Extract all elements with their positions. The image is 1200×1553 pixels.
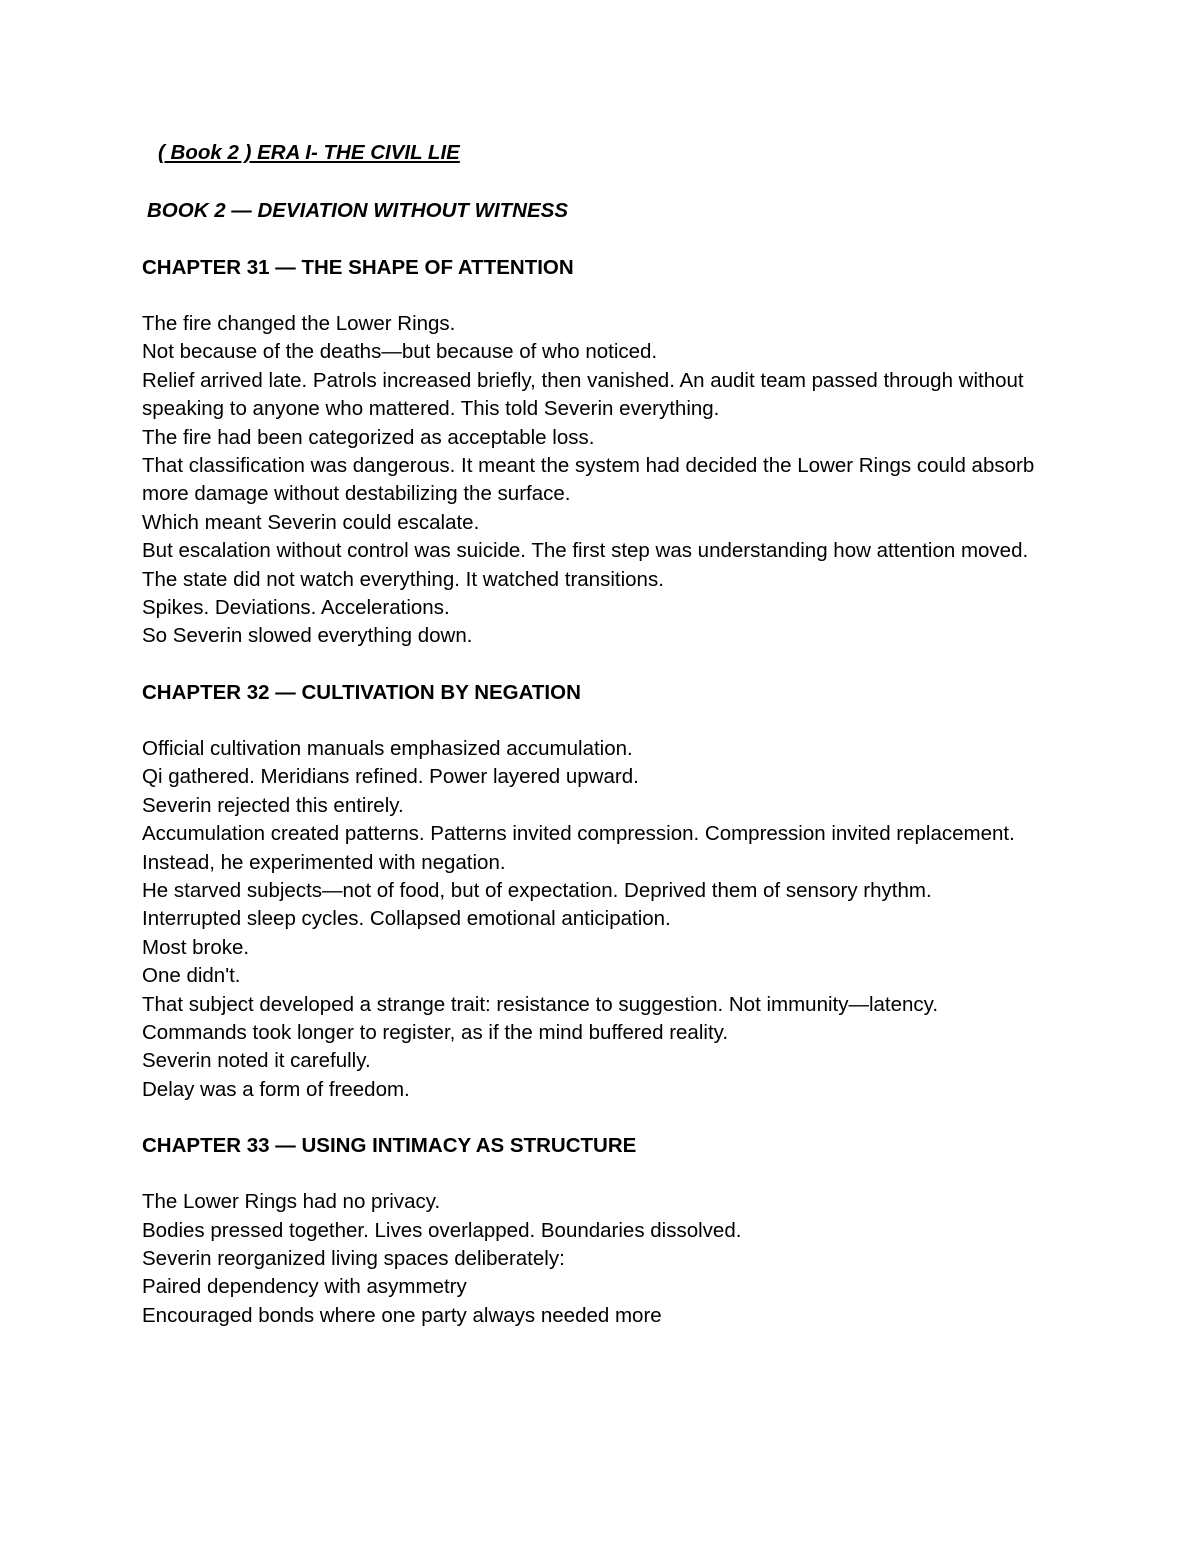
paragraph: Severin reorganized living spaces deliberately: bbox=[142, 1246, 565, 1270]
chapter-heading: CHAPTER 31 — THE SHAPE OF ATTENTION bbox=[142, 256, 574, 279]
paragraph: Paired dependency with asymmetry bbox=[142, 1275, 467, 1299]
paragraph: So Severin slowed everything down. bbox=[142, 624, 473, 648]
paragraph: Severin rejected this entirely. bbox=[142, 793, 404, 817]
paragraph: Encouraged bonds where one party always needed more bbox=[142, 1303, 662, 1327]
paragraph: Most broke. bbox=[142, 935, 250, 959]
chapter-heading: CHAPTER 33 — USING INTIMACY AS STRUCTURE bbox=[142, 1134, 637, 1158]
chapter-body bbox=[142, 735, 1042, 1104]
paragraph: That classification was dangerous. It meant the system had decided the Lower Rings could absorb more damage without destabilizing the surface. bbox=[142, 454, 1035, 506]
paragraph: But escalation without control was suicide. The first step was understanding how attention moved. bbox=[142, 539, 1029, 563]
chapter-heading: CHAPTER 32 — CULTIVATION BY NEGATION bbox=[142, 680, 581, 704]
book-title: BOOK 2 — DEVIATION WITHOUT WITNESS bbox=[147, 199, 569, 222]
paragraph: The fire had been categorized as acceptable loss. bbox=[142, 425, 595, 449]
paragraph: The state did not watch everything. It watched transitions. bbox=[142, 567, 664, 591]
chapter-body bbox=[142, 1188, 1042, 1330]
paragraph: The fire changed the Lower Rings. bbox=[142, 312, 456, 335]
paragraph: Qi gathered. Meridians refined. Power layered upward. bbox=[142, 765, 639, 789]
paragraph: Accumulation created patterns. Patterns invited compression. Compression invited replacement. bbox=[142, 822, 1015, 846]
paragraph: He starved subjects—not of food, but of expectation. Deprived them of sensory rhythm. bbox=[142, 878, 932, 902]
paragraph: Which meant Severin could escalate. bbox=[142, 510, 480, 534]
paragraph: Commands took longer to register, as if the mind buffered reality. bbox=[142, 1020, 729, 1044]
paragraph: One didn't. bbox=[142, 964, 241, 988]
paragraph: Not because of the deaths—but because of who noticed. bbox=[142, 340, 658, 364]
document-content bbox=[142, 138, 1042, 1330]
paragraph: Official cultivation manuals emphasized accumulation. bbox=[142, 736, 633, 760]
paragraph: Spikes. Deviations. Accelerations. bbox=[142, 596, 450, 620]
paragraph: Relief arrived late. Patrols increased briefly, then vanished. An audit team passed through without speaking to anyone who mattered. This told Severin everything. bbox=[142, 368, 1024, 421]
paragraph: Bodies pressed together. Lives overlapped. Boundaries dissolved. bbox=[142, 1218, 742, 1242]
chapter-body bbox=[142, 310, 1042, 651]
paragraph: Interrupted sleep cycles. Collapsed emotional anticipation. bbox=[142, 907, 671, 931]
document-title: ( Book 2 ) ERA I- THE CIVIL LIE bbox=[158, 141, 460, 164]
paragraph: The Lower Rings had no privacy. bbox=[142, 1190, 441, 1214]
paragraph: That subject developed a strange trait: resistance to suggestion. Not immunity—latency. bbox=[142, 992, 939, 1016]
paragraph: Instead, he experimented with negation. bbox=[142, 850, 506, 874]
paragraph: Delay was a form of freedom. bbox=[142, 1077, 410, 1101]
paragraph: Severin noted it carefully. bbox=[142, 1049, 371, 1073]
